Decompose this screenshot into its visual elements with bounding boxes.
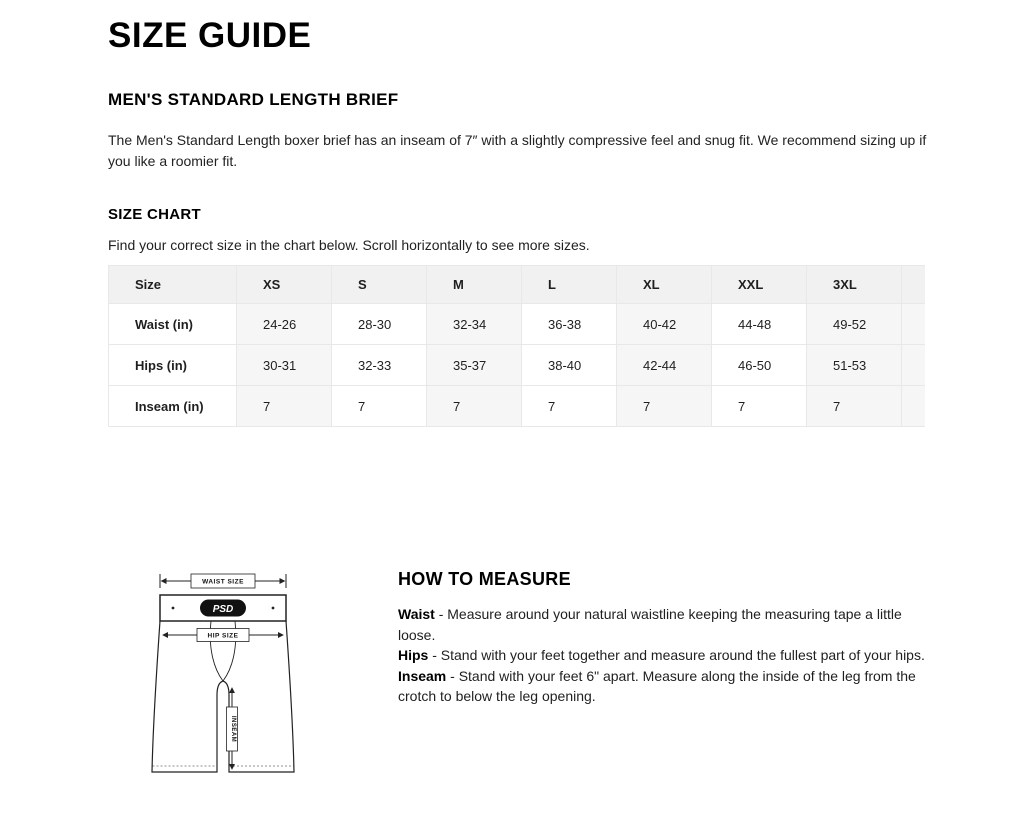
measure-instructions bbox=[398, 569, 938, 707]
header-cell-size: Size bbox=[109, 266, 237, 304]
measure-item-waist bbox=[398, 604, 938, 645]
value-cell: 7 bbox=[807, 386, 902, 427]
header-cell-xl: XL bbox=[617, 266, 712, 304]
value-cell: 32-34 bbox=[427, 304, 522, 345]
table-row-waist bbox=[109, 304, 926, 345]
size-chart-heading: SIZE CHART bbox=[108, 206, 201, 223]
boxer-brief-diagram bbox=[148, 569, 298, 786]
value-cell: 7 bbox=[617, 386, 712, 427]
value-cell-cutoff bbox=[902, 386, 926, 427]
table-header-row bbox=[109, 266, 926, 304]
measure-text: - Measure around your natural waistline keeping the measuring tape a little loose. bbox=[398, 606, 902, 643]
inseam-label: INSEAM bbox=[230, 715, 236, 743]
value-cell: 7 bbox=[712, 386, 807, 427]
header-cell-s: S bbox=[332, 266, 427, 304]
hip-size-label: HIP SIZE bbox=[207, 632, 239, 640]
value-cell: 44-48 bbox=[712, 304, 807, 345]
value-cell: 38-40 bbox=[522, 345, 617, 386]
measure-item-hips bbox=[398, 645, 938, 666]
product-description: The Men's Standard Length boxer brief has an inseam of 7″ with a slightly compressive feel and snug fit. We recommend sizing up if you like a roomier fit. bbox=[108, 132, 927, 169]
value-cell: 30-31 bbox=[237, 345, 332, 386]
measure-item-inseam bbox=[398, 666, 938, 707]
header-cell-l: L bbox=[522, 266, 617, 304]
header-cell-xs: XS bbox=[237, 266, 332, 304]
boxer-brief-illustration bbox=[148, 569, 298, 781]
value-cell-cutoff bbox=[902, 304, 926, 345]
value-cell: 36-38 bbox=[522, 304, 617, 345]
value-cell-cutoff bbox=[902, 345, 926, 386]
value-cell: 49-52 bbox=[807, 304, 902, 345]
measure-term: Inseam bbox=[398, 667, 447, 684]
value-cell: 7 bbox=[427, 386, 522, 427]
header-cell-cutoff bbox=[902, 266, 926, 304]
size-chart-instructions: Find your correct size in the chart below. Scroll horizontally to see more sizes. bbox=[108, 237, 590, 253]
value-cell: 51-53 bbox=[807, 345, 902, 386]
size-chart-table bbox=[108, 265, 925, 427]
value-cell: 28-30 bbox=[332, 304, 427, 345]
value-cell: 7 bbox=[332, 386, 427, 427]
value-cell: 7 bbox=[237, 386, 332, 427]
table-row-inseam bbox=[109, 386, 926, 427]
value-cell: 46-50 bbox=[712, 345, 807, 386]
product-subtitle: MEN'S STANDARD LENGTH BRIEF bbox=[108, 90, 399, 109]
value-cell: 7 bbox=[522, 386, 617, 427]
waist-size-label: WAIST SIZE bbox=[202, 578, 244, 586]
size-chart-scroll-container[interactable] bbox=[108, 265, 925, 427]
measure-term: Hips bbox=[398, 647, 429, 663]
measure-text: - Stand with your feet 6" apart. Measure along the inside of the leg from the crotch to below the leg opening. bbox=[398, 667, 916, 704]
row-label: Waist (in) bbox=[109, 304, 237, 345]
measure-text: - Stand with your feet together and measure around the fullest part of your hips. bbox=[432, 647, 925, 663]
how-to-measure-heading: HOW TO MEASURE bbox=[398, 569, 571, 589]
row-label: Hips (in) bbox=[109, 345, 237, 386]
header-cell-3xl: 3XL bbox=[807, 266, 902, 304]
value-cell: 42-44 bbox=[617, 345, 712, 386]
value-cell: 32-33 bbox=[332, 345, 427, 386]
value-cell: 40-42 bbox=[617, 304, 712, 345]
page-title: SIZE GUIDE bbox=[108, 16, 312, 55]
value-cell: 35-37 bbox=[427, 345, 522, 386]
header-cell-m: M bbox=[427, 266, 522, 304]
how-to-measure-section bbox=[108, 569, 1024, 786]
psd-logo-text: PSD bbox=[212, 604, 234, 615]
header-cell-xxl: XXL bbox=[712, 266, 807, 304]
measure-term: Waist bbox=[398, 606, 435, 622]
row-label: Inseam (in) bbox=[109, 386, 237, 427]
table-row-hips bbox=[109, 345, 926, 386]
value-cell: 24-26 bbox=[237, 304, 332, 345]
